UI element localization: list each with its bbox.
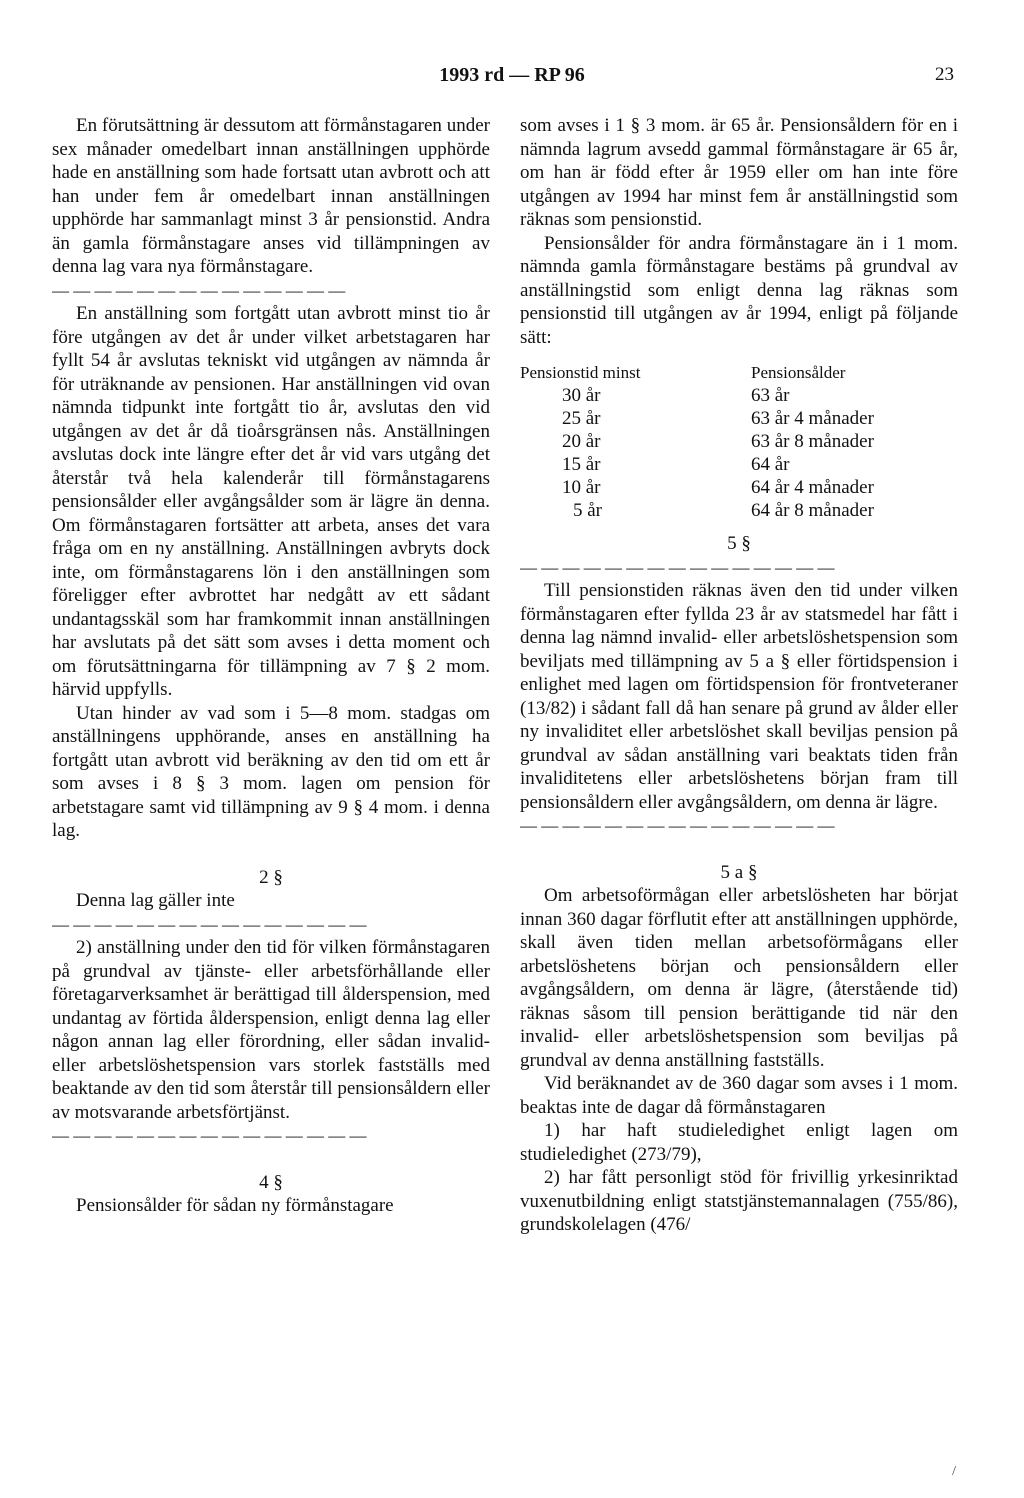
- document-title: 1993 rd — RP 96: [439, 64, 585, 86]
- pension-age-table: [520, 361, 874, 522]
- omission-dashes: — — — — — — — — — — — — — — —: [52, 1126, 367, 1145]
- list-item: 2) har fått personligt stöd för frivillig yrkesinriktad vuxenutbildning enligt statstjänstemannalagen (755/86), grundskolelagen (476/: [520, 1167, 958, 1235]
- paragraph: Pensionsålder för sådan ny förmånstagare: [76, 1195, 394, 1216]
- paragraph: 2) anställning under den tid för vilken förmånstagaren på grundval av tjänste- eller arbetsförhållande eller företagarverksamhet är berättigad till ålderspension, med undantag av förtida ålderspension, enligt denna lag eller någon annan lag eller förordning, eller sådan invalid- eller arbetslöshetspension vars storlek fastställs med beaktande av den tid som återstår till pensionsåldern eller av motsvarande arbetsförtjänst.: [52, 937, 490, 1123]
- right-column: [520, 114, 958, 1237]
- table-cell: 10 år: [562, 477, 601, 498]
- table-cell: 20 år: [562, 431, 601, 452]
- table-cell: 63 år 8 månader: [751, 431, 874, 452]
- table-row: [520, 384, 874, 407]
- table-cell: 5 år: [573, 500, 603, 521]
- table-row: [520, 407, 874, 430]
- paragraph: Till pensionstiden räknas även den tid under vilken förmånstagaren efter fyllda 23 år av statsmedel har fått i denna lag nämnd invalid- eller arbetslöshetspension som beviljats med tillämpning av 5 a § eller förtidspension i enlighet med lagen om förtidspension för frontveteraner (13/82) i sådant fall då han senare på grund av ålder eller ny invaliditet eller arbetslöshet skall beviljas pension på grundval av sådan anställning vari beaktats tiden från invaliditetens eller arbetslöshetens början fram till pensionsåldern eller avgångsåldern, om denna är lägre.: [520, 580, 958, 813]
- stray-mark: /: [952, 1464, 956, 1479]
- table-cell: 25 år: [562, 408, 601, 429]
- table-header: Pensionstid minst: [520, 363, 641, 382]
- paragraph: som avses i 1 § 3 mom. är 65 år. Pensionsåldern för en i nämnda lagrum avsedd gammal förmånstagare är 65 år, om han är född efter år 1959 eller om han inte före utgången av 1994 har minst fem år anställningstid som räknas som pensionstid.: [520, 115, 958, 230]
- paragraph: En förutsättning är dessutom att förmånstagaren under sex månader omedelbart innan anställningen upphörde hade en anställning som hade fortsatt utan avbrott och att han under fem år omedelbart innan anställningen upphörde har sammanlagt minst 3 år pensionstid. Andra än gamla förmånstagare anses vid tillämpningen av denna lag vara nya förmånstagare.: [52, 115, 490, 277]
- table-row: [520, 476, 874, 499]
- table-cell: 64 år: [751, 454, 790, 475]
- omission-dashes: — — — — — — — — — — — — — —: [52, 280, 346, 300]
- table-header-row: [520, 361, 874, 384]
- table-cell: 63 år 4 månader: [751, 408, 874, 429]
- section-heading-4: 4 §: [259, 1171, 283, 1193]
- section-heading-5a: 5 a §: [720, 861, 758, 883]
- omission-dashes: — — — — — — — — — — — — — — —: [52, 914, 367, 934]
- table-header: Pensionsålder: [751, 363, 846, 382]
- paragraph: Pensionsålder för andra förmånstagare än i 1 mom. nämnda gamla förmånstagare bestäms på grundval av anställningstid som enligt denna lag räknas som pensionstid till utgången av år 1994, enligt på följande sätt:: [520, 232, 958, 348]
- table-row: [520, 453, 874, 476]
- table-row: [520, 499, 874, 522]
- paragraph: En anställning som fortgått utan avbrott minst tio år före utgången av det år under vilket arbetstagaren har fyllt 54 år avslutas tekniskt vid utgången av nämnda år för uträknande av pensionen. Har anställningen vid ovan nämnda tidpunkt inte fortgått tio år, avslutas den vid utgången av det år då tioårsgränsen nås. Anställningen avslutas dock inte längre efter det år vid vars utgång det återstår två hela kalenderår till förmånstagarens pensionsålder eller avgångsålder som är lägre än denna. Om förmånstagaren fortsätter att arbeta, anses det vara fråga om en ny anställning. Anställningen avbryts dock inte, om förmånstagarens lön i den anställningen som föreligger efter avbrottet har nedgått av ett sådant undantagsskäl som har framkommit innan anställningen har avslutats på det sätt som avses i detta moment och om förutsättningarna för tillämpning av 7 § 2 mom. härvid uppfylls.: [52, 303, 490, 700]
- spacer: [520, 838, 958, 861]
- page-header: [0, 64, 1024, 88]
- spacer: [52, 1148, 490, 1171]
- omission-dashes: — — — — — — — — — — — — — — —: [520, 557, 835, 577]
- table-row: [520, 430, 874, 453]
- table-cell: 64 år 8 månader: [751, 500, 874, 521]
- paragraph: Denna lag gäller inte: [76, 890, 235, 911]
- section-heading-5: 5 §: [727, 533, 751, 554]
- table-cell: 15 år: [562, 454, 601, 475]
- table-cell: 30 år: [562, 385, 601, 406]
- section-heading-2: 2 §: [259, 866, 283, 888]
- list-item: 1) har haft studieledighet enligt lagen om studieledighet (273/79),: [520, 1120, 958, 1165]
- paragraph: Utan hinder av vad som i 5—8 mom. stadgas om anställningens upphörande, anses en anställning ha fortgått utan avbrott vid beräkning av den tid om ett år som avses i 8 § 3 mom. lagen om pension för arbetstagare samt vid tillämpning av 9 § 4 mom. i denna lag.: [52, 702, 490, 841]
- paragraph: Vid beräknandet av de 360 dagar som avses i 1 mom. beaktas inte de dagar då förmånstagaren: [520, 1073, 958, 1118]
- omission-dashes: — — — — — — — — — — — — — — —: [520, 816, 835, 835]
- left-column: [52, 114, 490, 1218]
- paragraph: Om arbetsoförmågan eller arbetslösheten har börjat innan 360 dagar förflutit efter att anställningen upphörde, skall även tiden mellan arbetsoförmågans eller arbetslöshetens början och pensionsåldern eller avgångsåldern, om denna är lägre, (återstående tid) räknas såsom till pension berättigande tid när den invalid- eller arbetslöshetspension som beviljas på grundval av denna anställning fastställs.: [520, 885, 958, 1071]
- table-cell: 64 år 4 månader: [751, 477, 874, 498]
- table-cell: 63 år: [751, 385, 790, 406]
- page-number: 23: [935, 64, 954, 85]
- spacer: [52, 843, 490, 866]
